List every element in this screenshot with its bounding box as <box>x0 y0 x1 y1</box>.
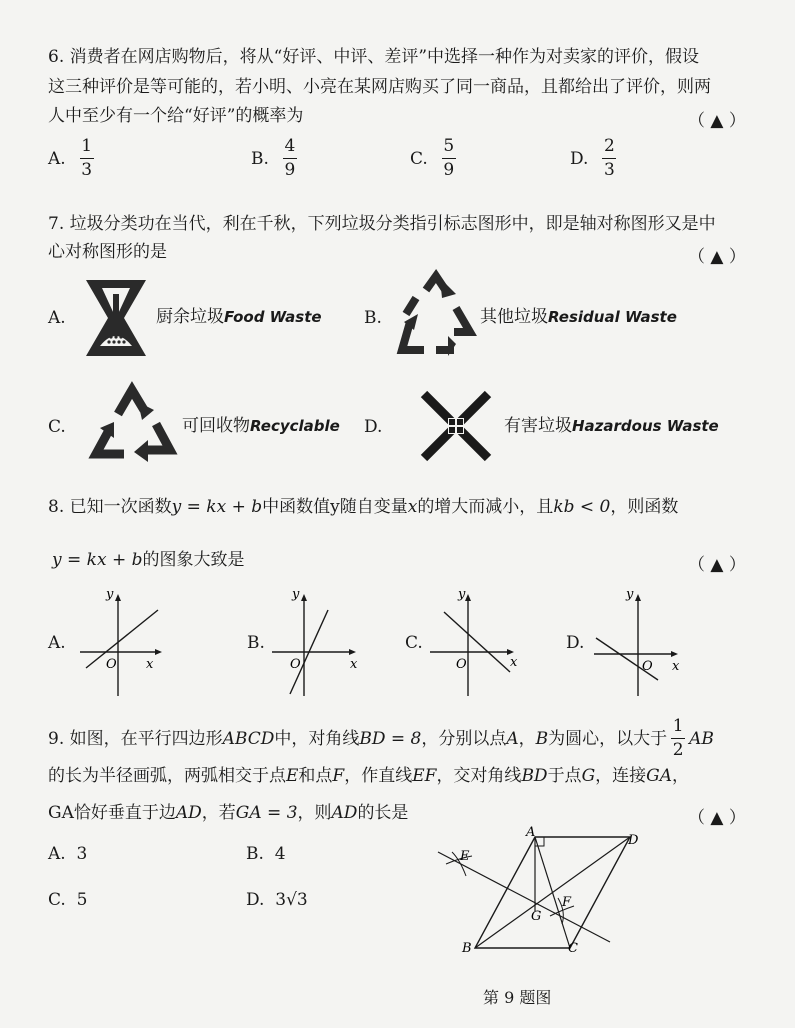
label-f: F <box>562 895 572 910</box>
option-letter: C. <box>410 148 428 169</box>
q9-answer-mark: （ ▲ ） <box>688 808 746 828</box>
hazardous-waste-icon <box>418 388 494 464</box>
q7-option-a-letter: A. <box>48 308 66 328</box>
label-a: A <box>526 825 536 840</box>
q8-line-2: y = kx + b的图象大致是 <box>52 550 245 570</box>
q8-graph-c <box>424 588 524 698</box>
q8-graph-a <box>72 588 172 698</box>
origin-label: O <box>642 659 653 674</box>
residual-waste-icon <box>396 270 476 360</box>
q6-line-2: 这三种评价是等可能的，若小明、小亮在某网店购买了同一商品，且都给出了评价，则两 <box>48 77 711 97</box>
q6-option-d <box>570 137 616 180</box>
q9-figure <box>430 822 639 972</box>
q9-line-3: GA恰好垂直于边AD，若GA = 3，则AD的长是 <box>48 803 409 823</box>
q8-graph-c-letter: C. <box>405 633 423 653</box>
q7-option-a-label: 厨余垃圾Food Waste <box>156 307 322 327</box>
origin-label: O <box>106 657 117 672</box>
q9-line-1: 9. 如图，在平行四边形 ABCD 中，对角线 BD = 8 ，分别以点 A ， B 为圆心，以大于 $\frac{1}{2}$ AB <box>48 716 714 760</box>
x-axis-label: x <box>672 659 680 674</box>
q7-option-b-letter: B. <box>364 308 382 328</box>
option-letter: A. <box>48 148 66 169</box>
q8-graph-b-letter: B. <box>247 633 265 653</box>
q6-option-a <box>48 137 94 180</box>
x-axis-label: x <box>350 657 358 672</box>
y-axis-label: y <box>626 587 634 602</box>
fraction: $\frac{4}{9}$ <box>284 136 296 180</box>
label-e: E <box>460 849 470 864</box>
q9-option-a: A. 3 <box>48 844 88 864</box>
x-axis-label: x <box>146 657 154 672</box>
q7-answer-mark: （ ▲ ） <box>688 247 746 267</box>
q6-line-3: 人中至少有一个给“好评”的概率为 <box>48 106 304 126</box>
fraction: $\frac{5}{9}$ <box>443 136 455 180</box>
q6-line-1: 6. 消费者在网店购物后，将从“好评、中评、差评”中选择一种作为对卖家的评价，假设 <box>48 47 700 67</box>
q7-option-d-letter: D. <box>364 417 383 437</box>
q7-option-c-letter: C. <box>48 417 66 437</box>
x-axis-label: x <box>510 655 518 670</box>
label-d: D <box>628 833 639 848</box>
q9-option-d: D. 3√3 <box>246 890 308 910</box>
option-letter: D. <box>570 148 589 169</box>
food-waste-icon <box>80 276 152 360</box>
q8-line-1: 8. 已知一次函数y = kx + b中函数值y随自变量x的增大而减小，且kb < 0，则函数 <box>48 497 679 517</box>
q6-answer-mark: （ ▲ ） <box>688 111 746 131</box>
label-b: B <box>462 941 472 956</box>
y-axis-label: y <box>106 587 114 602</box>
label-g: G <box>531 909 542 924</box>
q9-option-b: B. 4 <box>246 844 286 864</box>
q8-graph-b <box>266 588 366 698</box>
line-ef <box>438 852 610 942</box>
q8-graph-d <box>588 588 688 698</box>
q7-line-1: 7. 垃圾分类功在当代，利在千秋，下列垃圾分类指引标志图形中，即是轴对称图形又是中 <box>48 214 716 234</box>
q8-graph-d-letter: D. <box>566 633 585 653</box>
q9-option-c: C. 5 <box>48 890 88 910</box>
q8-graph-a-letter: A. <box>48 633 66 653</box>
recyclable-icon <box>84 380 180 466</box>
y-axis-label: y <box>292 587 300 602</box>
q7-option-c-label: 可回收物Recyclable <box>182 416 340 436</box>
q7-line-2: 心对称图形的是 <box>48 242 167 262</box>
origin-label: O <box>456 657 467 672</box>
half-fraction: $\frac{1}{2}$ <box>672 716 684 760</box>
y-axis-label: y <box>458 587 466 602</box>
fraction: $\frac{2}{3}$ <box>604 136 615 180</box>
q8-answer-mark: （ ▲ ） <box>688 555 746 575</box>
q6-option-c <box>410 137 456 180</box>
option-letter: B. <box>251 148 269 169</box>
q6-option-b <box>251 137 297 180</box>
origin-label: O <box>290 657 301 672</box>
q7-option-d-label: 有害垃圾Hazardous Waste <box>504 416 719 436</box>
q9-line-2: 的长为半径画弧，两弧相交于点E和点F，作直线EF，交对角线BD于点G，连接GA， <box>48 766 690 786</box>
q9-figure-caption: 第 9 题图 <box>483 988 552 1007</box>
fraction: $\frac{1}{3}$ <box>81 136 93 180</box>
label-c: C <box>568 941 578 956</box>
diagonal-ac <box>535 837 570 948</box>
q7-option-b-label: 其他垃圾Residual Waste <box>480 307 677 327</box>
